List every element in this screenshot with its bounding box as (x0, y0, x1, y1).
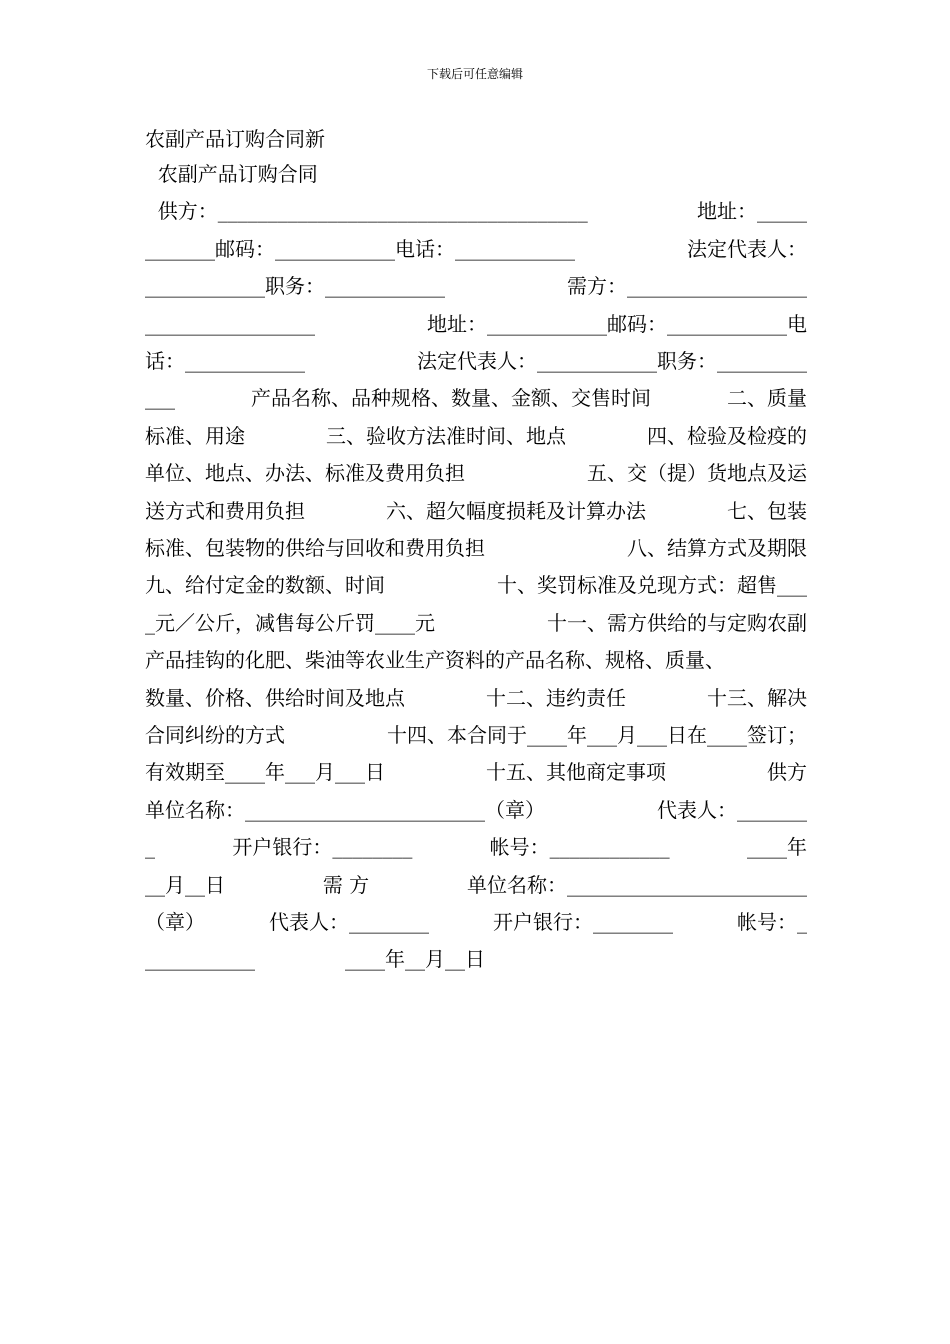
contract-text: 供方 (767, 760, 807, 785)
contract-text: 六、超欠幅度损耗及计算办法 (386, 498, 646, 523)
contract-line (145, 609, 807, 637)
contract-text: 开户银行：________ (493, 910, 673, 934)
contract-text: _ (145, 835, 155, 860)
contract-text: （章） (145, 910, 205, 934)
contract-line (145, 459, 807, 487)
contract-text: 合同纠纷的方式 (145, 723, 285, 747)
contract-text: ____年__月__日 (345, 947, 485, 972)
contract-text: 二、质量 (727, 386, 807, 411)
contract-line (145, 384, 807, 412)
contract-text: 地址：____________邮码：____________电 (427, 311, 807, 336)
contract-text: 四、检验及检疫的 (647, 423, 807, 448)
contract-text: __月__日 (145, 872, 225, 897)
contract-text: ____________职务：____________ (145, 274, 445, 299)
contract-line (145, 833, 807, 861)
document-title: 农副产品订购合同新 (145, 127, 325, 151)
contract-text: 代表人：_______ (657, 797, 807, 822)
contract-text: 七、包装 (727, 498, 807, 523)
contract-text: 十一、需方供给的与定购农副 (547, 610, 807, 635)
contract-text: 法定代表人： (687, 236, 807, 261)
contract-text: 九、给付定金的数额、时间 (145, 573, 385, 598)
contract-text: 十四、本合同于____年___月___日在____签订； (387, 723, 807, 747)
contract-text: 十、奖罚标准及兑现方式：超售___ (497, 573, 807, 598)
contract-line (145, 347, 807, 375)
contract-line (145, 534, 807, 562)
contract-line (145, 796, 807, 824)
contract-text: 十五、其他商定事项 (486, 760, 666, 785)
contract-text: 三、验收方法准时间、地点 (326, 423, 566, 448)
contract-text: 八、结算方式及期限 (627, 536, 807, 560)
contract-line (145, 758, 807, 786)
contract-line (145, 871, 807, 899)
contract-line (145, 197, 807, 225)
contract-text: 十二、违约责任 (486, 685, 626, 710)
contract-text: ___ (145, 386, 175, 411)
contract-text: 需方：__________________ (567, 274, 807, 299)
contract-text: 农副产品订购合同 (145, 162, 318, 186)
contract-line (145, 160, 807, 188)
contract-text: 标准、用途 (145, 423, 245, 448)
contract-text: 供方：_____________________________________ (145, 199, 588, 224)
contract-text: 代表人：________ (269, 910, 429, 934)
contract-line (145, 571, 807, 599)
contract-line (145, 646, 807, 674)
contract-text: 帐号：____________ (489, 835, 670, 860)
contract-text: 单位名称：________________________（章） (145, 797, 545, 822)
contract-text: 产品名称、品种规格、数量、金额、交售时间 (251, 386, 651, 411)
contract-text: 单位名称：________________________ (466, 872, 807, 897)
contract-text: ____年 (746, 835, 807, 860)
contract-line (145, 908, 807, 936)
contract-line (145, 310, 807, 338)
contract-text: _______邮码：____________电话：____________ (145, 236, 575, 261)
contract-line (145, 497, 807, 525)
contract-text: 法定代表人：____________职务：_________ (417, 349, 807, 373)
contract-text: 有效期至____年___月___日 (145, 760, 385, 785)
contract-text: 五、交（提）货地点及运 (587, 461, 807, 486)
contract-line (145, 684, 807, 712)
contract-text: 话：____________ (145, 349, 305, 373)
contract-text: 标准、包装物的供给与回收和费用负担 (145, 536, 485, 560)
contract-line (145, 721, 807, 749)
contract-text: 单位、地点、办法、标准及费用负担 (145, 461, 465, 486)
contract-text: 送方式和费用负担 (145, 498, 305, 523)
contract-text: 产品挂钩的化肥、柴油等农业生产资料的产品名称、规格、质量、 (145, 648, 725, 673)
contract-line (145, 235, 807, 263)
contract-text: 开户银行：________ (232, 835, 413, 860)
contract-text: 地址：_____ (697, 199, 807, 224)
contract-line (145, 945, 807, 973)
contract-text: 帐号：_ (737, 910, 807, 934)
contract-line (145, 422, 807, 450)
contract-text: 数量、价格、供给时间及地点 (145, 685, 405, 710)
contract-text: _元／公斤，减售每公斤罚____元 (145, 610, 435, 635)
contract-text: 十三、解决 (707, 685, 807, 710)
page-header-note: 下载后可任意编辑 (426, 67, 523, 81)
contract-line (145, 272, 807, 300)
contract-text: _________________ (145, 311, 315, 336)
contract-text: ___________ (145, 947, 255, 972)
contract-text: 需 方 (322, 872, 370, 897)
